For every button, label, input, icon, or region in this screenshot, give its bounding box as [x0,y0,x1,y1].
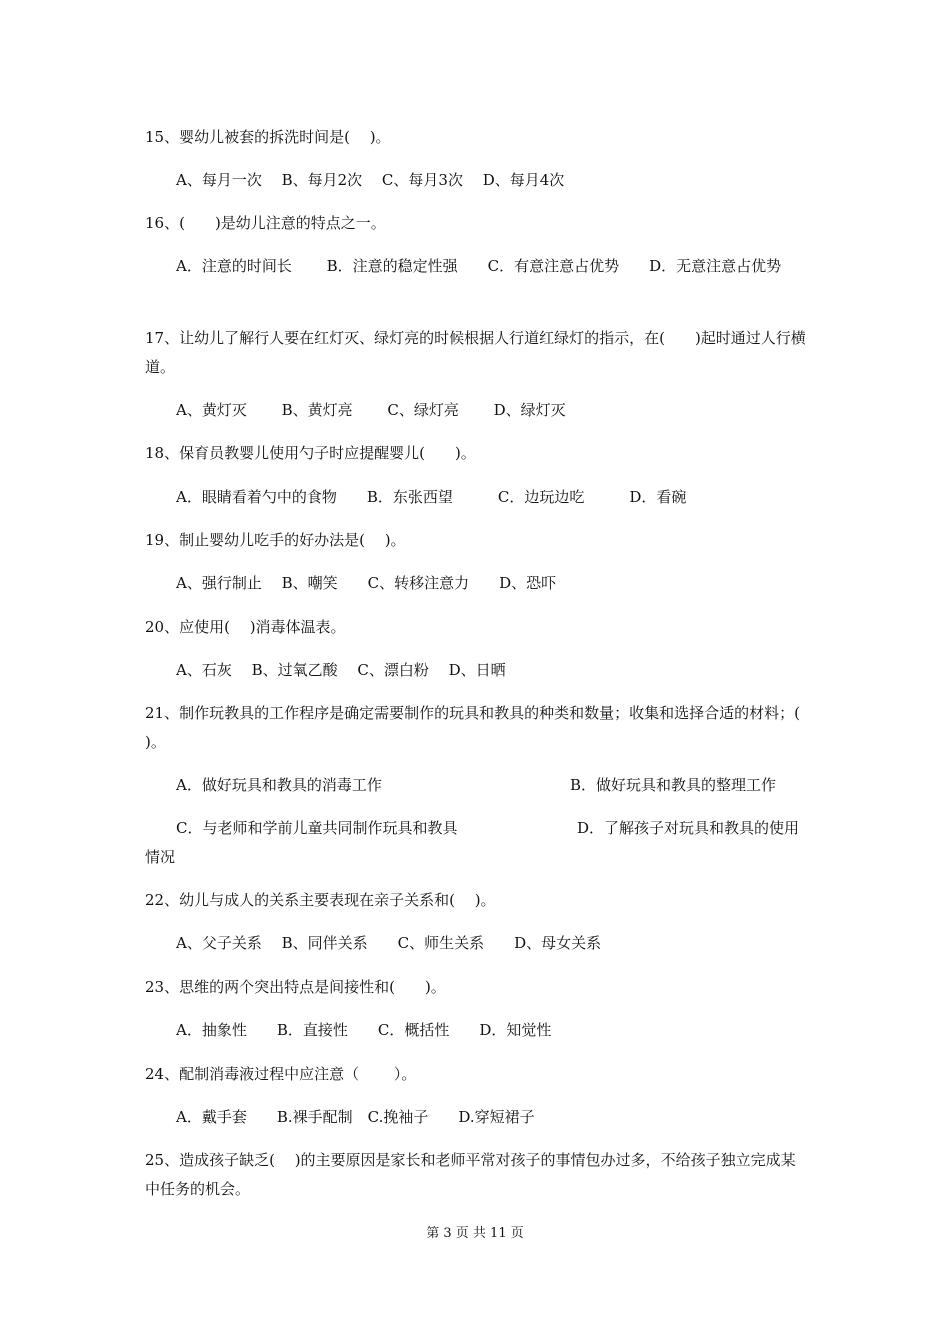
options-24: A．戴手套 B.裸手配制 C.挽袖子 D.穿短裙子 [176,1108,535,1126]
options-21-b: B．做好玩具和教具的整理工作 [570,776,777,794]
options-16: A．注意的时间长 B．注意的稳定性强 C．有意注意占优势 D．无意注意占优势 [176,257,782,275]
question-18: 18、保育员教婴儿使用勺子时应提醒婴儿( )。 [145,444,476,462]
options-23: A．抽象性 B．直接性 C．概括性 D．知觉性 [176,1021,552,1039]
question-19: 19、制止婴幼儿吃手的好办法是( )。 [145,531,406,549]
options-18: A．眼睛看着勺中的食物 B．东张西望 C．边玩边吃 D．看碗 [176,488,687,506]
page-number-footer: 第 3 页 共 11 页 [426,1226,524,1241]
options-22: A、父子关系 B、同伴关系 C、师生关系 D、母女关系 [176,934,602,952]
question-24: 24、配制消毒液过程中应注意（ ）。 [145,1065,417,1083]
options-17: A、黄灯灭 B、黄灯亮 C、绿灯亮 D、绿灯灭 [176,401,566,419]
question-21: 21、制作玩教具的工作程序是确定需要制作的玩具和教具的种类和数量；收集和选择合适的材料；( )。 [145,704,830,751]
options-15: A、每月一次 B、每月2次 C、每月3次 D、每月4次 [176,171,565,189]
options-21-a: A．做好玩具和教具的消毒工作 [176,776,382,794]
question-16: 16、( )是幼儿注意的特点之一。 [145,214,386,232]
options-20: A、石灰 B、过氧乙酸 C、漂白粉 D、日晒 [176,661,506,679]
question-17: 17、让幼儿了解行人要在红灯灭、绿灯亮的时候根据人行道红绿灯的指示，在( )起时通过人行横道。 [145,329,806,376]
question-23: 23、思维的两个突出特点是间接性和( )。 [145,978,446,996]
options-19: A、强行制止 B、嘲笑 C、转移注意力 D、恐吓 [176,574,557,592]
options-21-c: C．与老师和学前儿童共同制作玩具和教具 [176,819,458,837]
options-21-d: D．了解孩子对玩具和教具的使用情况 [145,819,800,866]
question-22: 22、幼儿与成人的关系主要表现在亲子关系和( )。 [145,891,496,909]
question-15: 15、婴幼儿被套的拆洗时间是( )。 [145,128,391,146]
question-25: 25、造成孩子缺乏( )的主要原因是家长和老师平常对孩子的事情包办过多，不给孩子独立完成某中任务的机会。 [145,1151,796,1198]
question-20: 20、应使用( )消毒体温表。 [145,618,346,636]
